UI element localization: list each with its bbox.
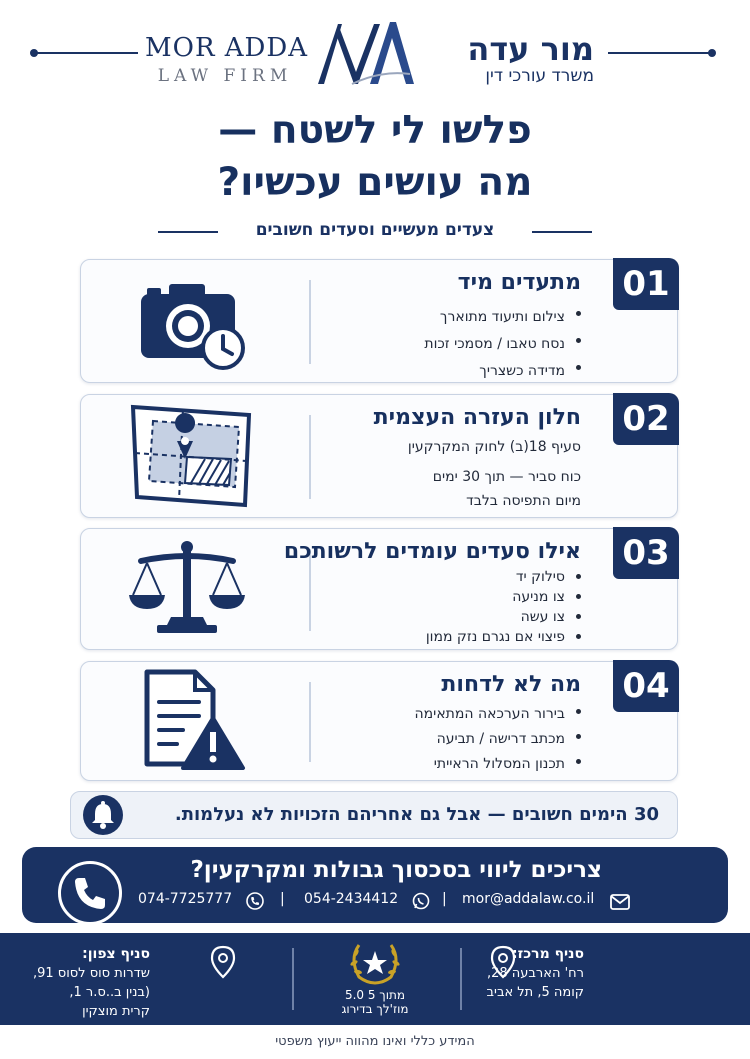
list-item: מדידה כשצריך: [424, 358, 581, 385]
location-pin-icon: [210, 945, 236, 979]
phone-small-icon: [246, 892, 264, 910]
list-item: פיצוי אם נגרם נזק ממון: [426, 627, 581, 647]
map-pin-icon: [127, 401, 255, 511]
step-title: אילו סעדים עומדים לרשותכם: [283, 539, 581, 564]
camera-clock-icon: [139, 278, 251, 370]
north-branch-address-line3: קרית מוצקין: [82, 1004, 150, 1019]
north-branch-address-line2: (בנין ב..ס.ר 1,: [69, 985, 150, 1000]
north-branch: [33, 945, 150, 1021]
step-bullet-list: [426, 567, 581, 647]
step-number: 03: [613, 527, 679, 579]
laurel-star-icon: [345, 939, 405, 985]
header-rule-left: [34, 52, 138, 54]
logo-hebrew-firm: משרד עורכי דין: [485, 66, 594, 86]
contact-separator: |: [280, 891, 285, 907]
phone-icon[interactable]: [58, 861, 122, 925]
step-card-04: [80, 661, 678, 781]
whatsapp-icon: [412, 892, 430, 910]
step-text: מיום התפיסה בלבד: [466, 493, 581, 509]
header-rule-dot-right: [708, 49, 716, 57]
contact-bar: [22, 847, 728, 923]
rating-block: [320, 939, 430, 1016]
logo-hebrew-name: מור עדה: [467, 30, 594, 68]
list-item: צילום ותיעוד מתוארך: [424, 304, 581, 331]
header-rule-right: [608, 52, 712, 54]
list-item: בירור הערכאה המתאימה: [415, 702, 581, 727]
bell-icon: [83, 795, 123, 835]
north-branch-title: סניף צפון:: [82, 946, 150, 962]
document-warning-icon: [143, 668, 247, 772]
phone-number-link[interactable]: 074-7725777: [138, 891, 233, 907]
list-item: נסח טאבו / מסמכי זכות: [424, 331, 581, 358]
page-title-line2: מה עושים עכשיו?: [217, 160, 533, 205]
page-subtitle: צעדים מעשיים וסעדים חשובים: [255, 220, 495, 240]
step-title: מתעדים מיד: [457, 270, 581, 295]
disclaimer: המידע כללי ואינו מהווה ייעוץ משפטי: [275, 1034, 475, 1049]
step-bullet-list: [415, 702, 581, 777]
step-card-02: [80, 394, 678, 518]
step-number: 01: [613, 258, 679, 310]
rating-label: מוז'לך בדירוג: [341, 1002, 409, 1016]
contact-separator: |: [442, 891, 447, 907]
subtitle-rule-right: [532, 231, 592, 233]
step-card-01: [80, 259, 678, 383]
step-title: חלון העזרה העצמית: [373, 405, 581, 430]
header-rule-dot-left: [30, 49, 38, 57]
list-item: צו עשה: [426, 607, 581, 627]
contact-title: צריכים ליווי בסכסוך גבולות ומקרקעין?: [190, 857, 602, 883]
card-divider: [309, 280, 311, 364]
logo-monogram-icon: [312, 14, 416, 92]
notice-bar: [70, 791, 678, 839]
center-branch: [487, 945, 584, 1002]
list-item: מכתב דרישה / תביעה: [415, 727, 581, 752]
footer-divider: [292, 948, 294, 1010]
scales-icon: [127, 537, 247, 637]
step-text: כוח סביר — תוך 30 ימים: [432, 469, 581, 485]
rating-score: 5.0 מתוך 5: [344, 988, 406, 1002]
step-title: מה לא לדחות: [441, 672, 581, 697]
list-item: צו מניעה: [426, 587, 581, 607]
whatsapp-number-link[interactable]: 054-2434412: [304, 891, 399, 907]
center-branch-address-line1: רח' הארבעה 28,: [486, 966, 584, 981]
step-bullet-list: [424, 304, 581, 385]
list-item: תכנון המסלול הראייתי: [415, 752, 581, 777]
notice-text: 30 הימים חשובים — אבל גם אחריהם הזכויות לא נעלמות.: [174, 804, 659, 825]
footer-divider: [460, 948, 462, 1010]
north-branch-address-line1: שדרות סוס לסוס 91,: [32, 966, 150, 981]
step-number: 04: [613, 660, 679, 712]
footer: [0, 933, 750, 1025]
list-item: סילוק יד: [426, 567, 581, 587]
logo-english-name: MOR ADDA: [145, 33, 309, 63]
mail-icon: [610, 894, 630, 910]
center-branch-title: סניף מרכז:: [512, 946, 584, 962]
page-title-line1: פלשו לי לשטח —: [218, 108, 532, 153]
logo-english-firm: LAW FIRM: [157, 66, 293, 86]
step-number: 02: [613, 393, 679, 445]
step-text: סעיף 18(ב) לחוק המקרקעין: [407, 439, 581, 455]
email-link[interactable]: mor@addalaw.co.il: [462, 891, 595, 907]
card-divider: [309, 682, 311, 762]
card-divider: [309, 415, 311, 499]
subtitle-rule-left: [158, 231, 218, 233]
center-branch-address-line2: קומה 5, תל אביב: [486, 985, 584, 1000]
step-card-03: [80, 528, 678, 650]
